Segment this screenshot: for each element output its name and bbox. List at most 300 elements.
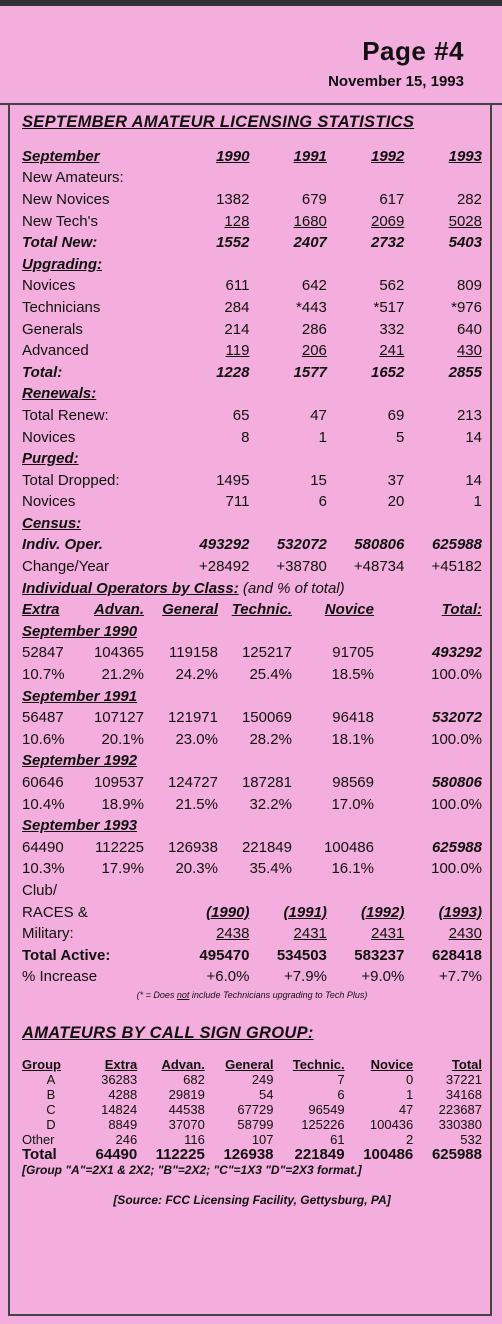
- callsign-total-row: [22, 1147, 482, 1162]
- callsign-cell: 107: [251, 1131, 274, 1147]
- table-cell: [172, 880, 249, 902]
- total-active-row: [22, 945, 482, 967]
- row-label: Total Active:: [22, 946, 111, 964]
- class-count-row: [22, 837, 482, 859]
- stat-row: [22, 297, 482, 319]
- row-value: 128: [224, 212, 250, 230]
- callsign-cell: 36283: [101, 1071, 138, 1087]
- class-cell: 221849: [241, 838, 292, 856]
- callsign-table-body: [22, 1057, 482, 1162]
- class-cell: 532072: [431, 709, 482, 727]
- class-cell: 119158: [169, 644, 218, 662]
- callsign-row: [22, 1132, 482, 1147]
- page-header: [328, 36, 464, 90]
- group-label: Purged:: [22, 450, 79, 468]
- row-value: 6: [318, 493, 327, 511]
- class-cell: 18.9%: [101, 795, 144, 813]
- class-cell: Technic.: [231, 601, 292, 619]
- table-cell: [404, 384, 482, 406]
- class-count-row-cells: [22, 837, 482, 859]
- class-year-heading: [22, 686, 482, 708]
- row-value: 332: [379, 320, 405, 338]
- class-count-row: [22, 772, 482, 794]
- row-label: Advanced: [22, 342, 89, 360]
- row-value: +28492: [198, 558, 250, 576]
- class-cell: 124727: [167, 774, 218, 792]
- class-year-heading: [22, 621, 482, 643]
- row-value: 532072: [276, 536, 327, 554]
- row-value: +38780: [276, 558, 327, 576]
- row-value: 5028: [448, 212, 482, 230]
- callsign-cell: 249: [251, 1071, 274, 1087]
- year-header-row: [22, 146, 482, 168]
- row-value: 14: [465, 471, 482, 489]
- class-cell: 32.2%: [249, 795, 292, 813]
- table-cell: [404, 880, 482, 902]
- callsign-total-cell: 112225: [155, 1145, 205, 1163]
- callsign-cell: 14824: [101, 1101, 138, 1117]
- class-cell: 150069: [241, 709, 292, 727]
- row-value: +9.0%: [361, 968, 405, 986]
- callsign-header: Extra: [104, 1056, 138, 1072]
- row-label: New Novices: [22, 190, 110, 208]
- row-value: 580806: [354, 536, 405, 554]
- issue-date: November 15, 1993: [328, 73, 464, 90]
- class-cell: 18.5%: [331, 666, 374, 684]
- class-year-heading: [22, 815, 482, 837]
- stat-row: [22, 470, 482, 492]
- callsign-row: [22, 1102, 482, 1117]
- row-value: 430: [456, 342, 482, 360]
- table-cell: [172, 168, 249, 190]
- callsign-table: [22, 1057, 482, 1162]
- table-cell: [327, 254, 404, 276]
- row-value: 241: [379, 342, 405, 360]
- class-year-heading: [22, 751, 482, 773]
- row-value: 284: [224, 298, 250, 316]
- class-cell: 125217: [241, 644, 292, 662]
- table-cell: [172, 254, 249, 276]
- row-value: 5403: [448, 234, 482, 252]
- class-cell: 10.7%: [22, 666, 65, 684]
- callsign-header: Technic.: [292, 1056, 345, 1072]
- callsign-row: [22, 1117, 482, 1132]
- class-cell: 580806: [431, 774, 482, 792]
- row-label: New Tech's: [22, 212, 98, 230]
- upgrading-heading: [22, 254, 482, 276]
- table-cell: [172, 384, 249, 406]
- table-cell: [327, 880, 404, 902]
- row-value: 206: [301, 342, 327, 360]
- callsign-cell: 47: [398, 1101, 414, 1117]
- callsign-cell: 8849: [108, 1116, 138, 1132]
- class-cell: 121971: [167, 709, 218, 727]
- year-header: 1990: [216, 147, 250, 165]
- row-value: 495470: [199, 946, 250, 964]
- row-label: Novices: [22, 277, 76, 295]
- increase-row: [22, 967, 482, 989]
- renewals-heading: [22, 384, 482, 406]
- class-cell: Total:: [441, 601, 482, 619]
- stat-row: [22, 492, 482, 514]
- licensing-table: [22, 146, 482, 988]
- callsign-cell: 0: [406, 1071, 414, 1087]
- table-cell: [327, 384, 404, 406]
- class-cell: 100.0%: [431, 795, 482, 813]
- row-value: 213: [456, 406, 482, 424]
- row-value: +7.7%: [439, 968, 482, 986]
- class-cell: Advan.: [93, 601, 144, 619]
- class-cell: 17.9%: [101, 860, 144, 878]
- class-header-row: [22, 599, 482, 621]
- row-value: 679: [301, 190, 327, 208]
- class-cell: 20.3%: [175, 860, 218, 878]
- row-value: 1680: [293, 212, 327, 230]
- class-count-row-cells: [22, 707, 482, 729]
- header-label: September: [22, 147, 100, 165]
- year-header: 1991: [293, 147, 327, 165]
- row-label: Total Renew:: [22, 406, 109, 424]
- row-value: 534503: [276, 946, 327, 964]
- club-row-1: [22, 880, 482, 902]
- row-value: 628418: [431, 946, 482, 964]
- club-row-2: [22, 902, 482, 924]
- row-label: Total New:: [22, 234, 98, 252]
- class-pct-row: [22, 729, 482, 751]
- total-new-row: [22, 232, 482, 254]
- callsign-cell: Other: [22, 1131, 55, 1147]
- section-title: SEPTEMBER AMATEUR LICENSING STATISTICS: [22, 113, 415, 131]
- callsign-header: Advan.: [161, 1056, 205, 1072]
- table-cell: [404, 254, 482, 276]
- row-value: 8: [241, 428, 250, 446]
- by-class-title: [22, 578, 482, 600]
- class-cell: 23.0%: [175, 730, 218, 748]
- callsign-cell: 6: [337, 1086, 345, 1102]
- row-value: 642: [301, 277, 327, 295]
- stat-row: [22, 405, 482, 427]
- class-pct-row-cells: [22, 664, 482, 686]
- format-note: [Group "A"=2X1 & 2X2; "B"=2X2; "C"=1X3 "D"=2X3 format.]: [22, 1163, 362, 1178]
- row-value: 562: [379, 277, 405, 295]
- table-cell: [404, 513, 482, 535]
- table-cell: [249, 448, 326, 470]
- year-header: 1992: [370, 147, 405, 165]
- table-cell: [404, 448, 482, 470]
- row-value: 493292: [199, 536, 250, 554]
- callsign-header: Novice: [370, 1056, 414, 1072]
- row-value: 37: [387, 471, 405, 489]
- class-count-row: [22, 643, 482, 665]
- class-cell: 18.1%: [331, 730, 374, 748]
- class-cell: 625988: [431, 838, 482, 856]
- table-cell: [249, 254, 326, 276]
- footnote: (* = Does not include Technicians upgrading to Tech Plus): [136, 990, 368, 1001]
- table-cell: [327, 513, 404, 535]
- callsign-cell: 58799: [237, 1116, 274, 1132]
- group-label: Renewals:: [22, 385, 97, 403]
- row-value: 611: [225, 277, 250, 295]
- row-value: *976: [451, 298, 482, 316]
- callsign-cell: 116: [184, 1131, 205, 1147]
- class-cell: 96418: [332, 709, 374, 727]
- class-cell: 98569: [332, 774, 374, 792]
- class-year-label: September 1992: [22, 752, 138, 770]
- row-value: 1652: [370, 363, 405, 381]
- stat-row: [22, 189, 482, 211]
- row-value: 14: [465, 428, 482, 446]
- top-border: [0, 0, 502, 6]
- group-label: Census:: [22, 514, 82, 532]
- class-cell: 104365: [93, 644, 144, 662]
- class-cell: 100.0%: [431, 730, 482, 748]
- row-value: 69: [387, 406, 405, 424]
- callsign-cell: D: [46, 1116, 56, 1132]
- class-cell: 21.2%: [101, 666, 144, 684]
- class-pct-row: [22, 794, 482, 816]
- callsign-total-cell: 221849: [294, 1145, 345, 1163]
- callsign-total-cell: 64490: [95, 1145, 138, 1163]
- table-cell: [172, 513, 249, 535]
- table-cell: [327, 448, 404, 470]
- row-value: 2431: [293, 925, 327, 943]
- row-value: 617: [379, 190, 405, 208]
- row-value: 2430: [448, 925, 482, 943]
- callsign-total-cell: 126938: [223, 1145, 274, 1163]
- row-value: 1577: [293, 363, 327, 381]
- class-cell: 60646: [22, 774, 64, 792]
- callsign-cell: 34168: [445, 1086, 482, 1102]
- callsign-header-row: [22, 1057, 482, 1072]
- class-header-row-cells: [22, 599, 482, 621]
- row-value: +45182: [431, 558, 482, 576]
- class-cell: 16.1%: [331, 860, 374, 878]
- callsign-header: General: [225, 1056, 274, 1072]
- class-cell: 112225: [95, 838, 144, 856]
- callsign-header: Group: [22, 1056, 61, 1072]
- row-value: 2732: [370, 234, 405, 252]
- class-pct-row-cells: [22, 729, 482, 751]
- row-value: 20: [387, 493, 405, 511]
- row-value: 286: [301, 320, 327, 338]
- callsign-cell: 4288: [108, 1086, 138, 1102]
- row-value: 809: [456, 277, 482, 295]
- class-cell: 10.6%: [22, 730, 65, 748]
- class-cell: 10.3%: [22, 860, 65, 878]
- row-value: 1382: [216, 190, 250, 208]
- row-value: *443: [296, 298, 327, 316]
- indiv-oper-row: [22, 535, 482, 557]
- callsign-cell: 246: [115, 1131, 138, 1147]
- callsign-total-cell: 100486: [363, 1145, 414, 1163]
- row-value: *517: [373, 298, 405, 316]
- callsign-cell: C: [46, 1101, 56, 1117]
- callsign-cell: 67729: [237, 1101, 274, 1117]
- class-pct-row-cells: [22, 794, 482, 816]
- class-cell: 56487: [22, 709, 64, 727]
- row-value: 2431: [370, 925, 405, 943]
- row-label: Total Dropped:: [22, 471, 120, 489]
- by-class-heading: [22, 578, 482, 600]
- by-class-label: Individual Operators by Class:: [22, 579, 239, 597]
- table-cell: [249, 880, 326, 902]
- class-cell: 52847: [22, 644, 64, 662]
- class-cell: 187281: [241, 774, 292, 792]
- class-cell: 25.4%: [249, 666, 292, 684]
- class-cell: 21.5%: [175, 795, 218, 813]
- callsign-header: Total: [451, 1056, 482, 1072]
- statistics-content: [22, 113, 482, 1207]
- callsign-cell: 330380: [438, 1116, 482, 1132]
- callsign-cell: 1: [406, 1086, 414, 1102]
- class-cell: 126938: [167, 838, 218, 856]
- callsign-title: AMATEURS BY CALL SIGN GROUP:: [22, 1024, 314, 1043]
- group-label: Upgrading:: [22, 255, 102, 273]
- callsign-cell: 2: [406, 1131, 414, 1147]
- stat-row: [22, 276, 482, 298]
- row-value: 2855: [448, 363, 482, 381]
- row-value: 1: [318, 428, 327, 446]
- callsign-cell: B: [46, 1086, 56, 1102]
- club-year: (1990): [206, 903, 250, 921]
- class-cell: 24.2%: [175, 666, 218, 684]
- purged-heading: [22, 448, 482, 470]
- row-label: Total:: [22, 363, 63, 381]
- row-value: 1495: [216, 471, 250, 489]
- row-value: +7.9%: [283, 968, 327, 986]
- callsign-total-cell: Total: [22, 1145, 57, 1163]
- row-value: +6.0%: [206, 968, 250, 986]
- class-year-label: September 1993: [22, 817, 138, 835]
- source-note: [Source: FCC Licensing Facility, Gettysburg, PA]: [113, 1193, 391, 1208]
- callsign-cell: 29819: [168, 1086, 205, 1102]
- statistics-box: [8, 105, 492, 1316]
- class-cell: 10.4%: [22, 795, 65, 813]
- row-value: 2438: [216, 925, 250, 943]
- row-label: Technicians: [22, 298, 101, 316]
- class-year-label: September 1990: [22, 622, 138, 640]
- class-pct-row: [22, 664, 482, 686]
- stat-row: [22, 211, 482, 233]
- row-label: Military:: [22, 925, 74, 943]
- stat-row: [22, 427, 482, 449]
- table-cell: [249, 513, 326, 535]
- row-value: 711: [225, 493, 250, 511]
- new-amateurs-heading: [22, 168, 482, 190]
- class-cell: Novice: [324, 601, 374, 619]
- stat-row: [22, 319, 482, 341]
- callsign-row: [22, 1087, 482, 1102]
- row-value: 65: [232, 406, 250, 424]
- row-label: Generals: [22, 320, 83, 338]
- callsign-cell: 37070: [168, 1116, 205, 1132]
- row-label: Change/Year: [22, 558, 110, 576]
- row-value: 119: [225, 342, 250, 360]
- class-cell: 107127: [93, 709, 144, 727]
- callsign-cell: 54: [259, 1086, 274, 1102]
- club-year: (1993): [438, 903, 482, 921]
- callsign-total-cell: 625988: [431, 1145, 482, 1163]
- callsign-cell: 96549: [308, 1101, 345, 1117]
- class-cell: 493292: [431, 644, 482, 662]
- row-value: 1552: [216, 234, 250, 252]
- stat-row: [22, 340, 482, 362]
- year-header: 1993: [448, 147, 482, 165]
- table-cell: [327, 168, 404, 190]
- class-year-label: September 1991: [22, 687, 138, 705]
- row-label: RACES &: [22, 903, 88, 921]
- row-label: Novices: [22, 493, 76, 511]
- callsign-cell: A: [46, 1071, 56, 1087]
- row-value: 625988: [431, 536, 482, 554]
- row-label: % Increase: [22, 968, 98, 986]
- class-cell: 64490: [22, 838, 64, 856]
- table-cell: [249, 168, 326, 190]
- class-count-row-cells: [22, 772, 482, 794]
- census-heading: [22, 513, 482, 535]
- row-value: 1228: [216, 363, 250, 381]
- callsign-cell: 61: [330, 1131, 345, 1147]
- class-count-row-cells: [22, 643, 482, 665]
- class-count-row: [22, 707, 482, 729]
- class-cell: 91705: [332, 644, 374, 662]
- row-value: 214: [224, 320, 250, 338]
- row-label: Novices: [22, 428, 76, 446]
- callsign-cell: 682: [183, 1071, 205, 1087]
- row-value: 5: [396, 428, 405, 446]
- class-cell: 100.0%: [431, 860, 482, 878]
- row-value: 2407: [293, 234, 327, 252]
- row-value: 15: [310, 471, 327, 489]
- callsign-cell: 125226: [301, 1116, 345, 1132]
- row-label: Indiv. Oper.: [22, 536, 103, 554]
- callsign-cell: 100436: [369, 1116, 414, 1132]
- class-cell: 109537: [93, 774, 144, 792]
- class-cell: 100.0%: [431, 666, 482, 684]
- table-cell: [172, 448, 249, 470]
- class-cell: 28.2%: [249, 730, 292, 748]
- by-class-note: (and % of total): [242, 579, 345, 597]
- class-cell: 100486: [323, 838, 374, 856]
- licensing-table-body: [22, 146, 482, 988]
- change-row: [22, 556, 482, 578]
- row-label: Club/: [22, 881, 58, 899]
- class-cell: 20.1%: [101, 730, 144, 748]
- row-value: 583237: [354, 946, 405, 964]
- row-value: +48734: [353, 558, 405, 576]
- callsign-row: [22, 1072, 482, 1087]
- club-row-3: [22, 923, 482, 945]
- class-cell: 17.0%: [331, 795, 374, 813]
- callsign-cell: 37221: [445, 1071, 482, 1087]
- row-value: 640: [456, 320, 482, 338]
- class-cell: Extra: [22, 601, 60, 619]
- club-year: (1992): [361, 903, 405, 921]
- callsign-cell: 532: [460, 1131, 482, 1147]
- callsign-cell: 44538: [168, 1101, 205, 1117]
- class-cell: 35.4%: [249, 860, 292, 878]
- row-value: 47: [310, 406, 327, 424]
- class-pct-row: [22, 859, 482, 881]
- upgrading-total-row: [22, 362, 482, 384]
- callsign-cell: 223687: [438, 1101, 482, 1117]
- page-number: Page #4: [362, 36, 464, 66]
- callsign-cell: 7: [337, 1071, 345, 1087]
- table-cell: [249, 384, 326, 406]
- class-pct-row-cells: [22, 859, 482, 881]
- table-cell: [404, 168, 482, 190]
- club-year: (1991): [283, 903, 327, 921]
